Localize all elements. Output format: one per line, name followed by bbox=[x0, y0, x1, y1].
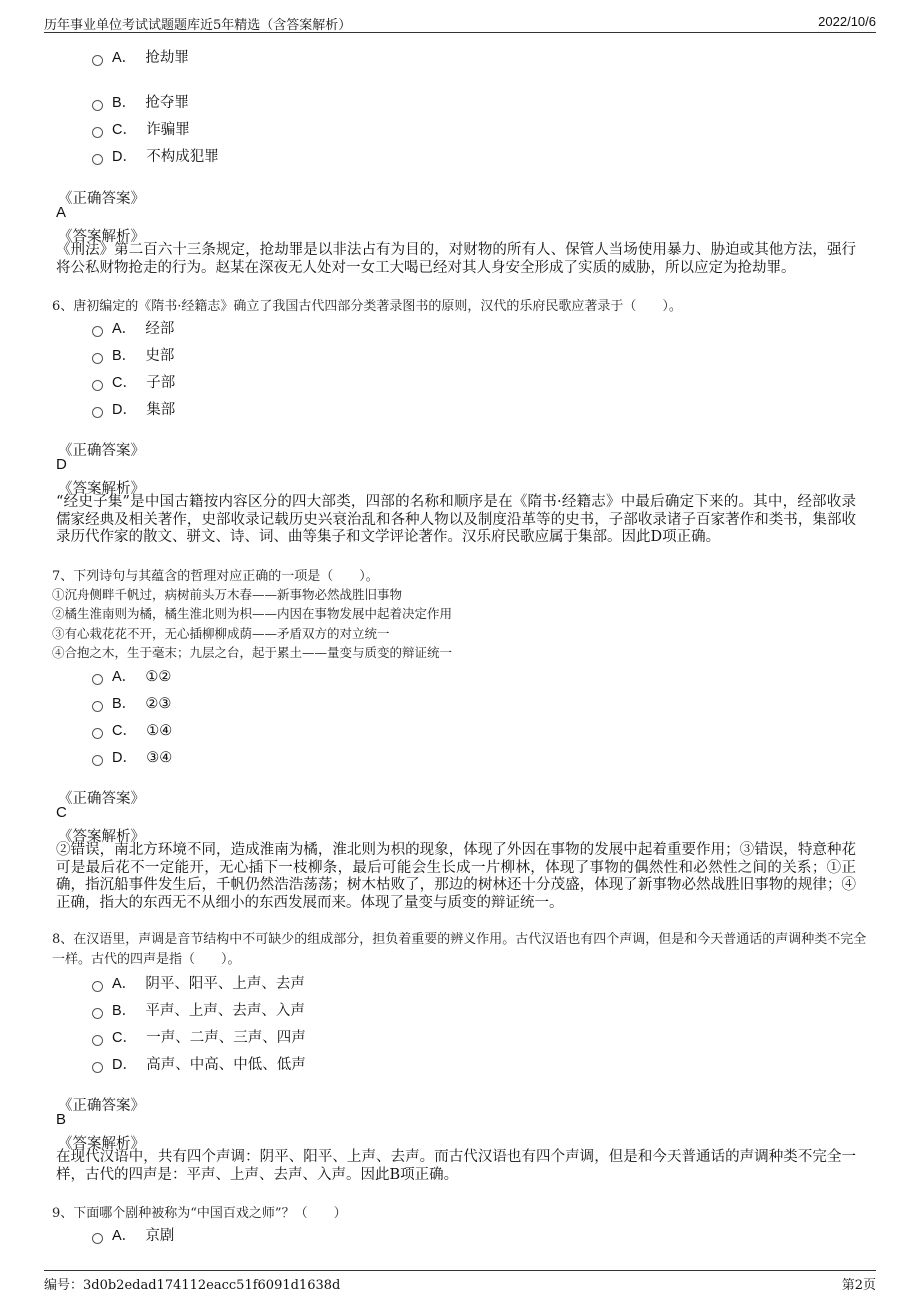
radio-icon[interactable] bbox=[92, 407, 103, 418]
q8-question: 8、在汉语里，声调是音节结构中不可缺少的组成部分，担负着重要的辨义作用。古代汉语也有四个声调，但是和今天普通话的声调种类不完全一样。古代的四声是指（ ）。 bbox=[52, 932, 867, 967]
q7-explanation-label: 《答案解析》 bbox=[58, 829, 145, 845]
document-title: 历年事业单位考试试题题库近5年精选（含答案解析） bbox=[44, 18, 352, 33]
q6-option-a[interactable]: A． 经部 bbox=[92, 317, 174, 338]
q6-explanation: “经史子集”是中国古籍按内容区分的四大部类，四部的名称和顺序是在《隋书·经籍志》中最后确定下来的。其中，经部收录儒家经典及相关著作，史部收录记载历史兴衰治乱和各种人物以及制度沿革等的史书，子部收录诸子百家著作和类书，集部收录历代作家的散文、骈文、诗、词、曲等集子和文学评论著作。汉乐府民歌应属于集部。因此D项正确。 bbox=[56, 494, 856, 545]
q6-answer-label: 《正确答案》 bbox=[58, 443, 145, 459]
radio-icon[interactable] bbox=[92, 981, 103, 992]
q6-explanation-label: 《答案解析》 bbox=[58, 481, 145, 497]
q5-answer-label: 《正确答案》 bbox=[58, 191, 145, 207]
q6-option-d[interactable]: D． 集部 bbox=[92, 398, 175, 419]
q5-answer: A bbox=[56, 204, 67, 221]
radio-icon[interactable] bbox=[92, 755, 103, 766]
q8-explanation-label: 《答案解析》 bbox=[58, 1136, 145, 1152]
radio-icon[interactable] bbox=[92, 353, 103, 364]
radio-icon[interactable] bbox=[92, 127, 103, 138]
q8-explanation: 在现代汉语中，共有四个声调：阴平、阳平、上声、去声。而古代汉语也有四个声调，但是和今天普通话的声调种类不完全一样，古代的四声是：平声、上声、去声、入声。因此B项正确。 bbox=[56, 1149, 856, 1183]
q7-answer: C bbox=[56, 804, 67, 821]
q5-explanation: 《刑法》第二百六十三条规定，抢劫罪是以非法占有为目的，对财物的所有人、保管人当场使用暴力、胁迫或其他方法，强行将公私财物抢走的行为。赵某在深夜无人处对一女工大喝已经对其人身安全形成了实质的威胁，所以应定为抢劫罪。 bbox=[56, 242, 856, 276]
radio-icon[interactable] bbox=[92, 100, 103, 111]
q7-option-d[interactable]: D． ③④ bbox=[92, 746, 172, 767]
q9-question: 9、下面哪个剧种被称为“中国百戏之师”？（ ） bbox=[52, 1206, 347, 1221]
q8-option-d[interactable]: D． 高声、中高、中低、低声 bbox=[92, 1053, 306, 1074]
radio-icon[interactable] bbox=[92, 154, 103, 165]
radio-icon[interactable] bbox=[92, 1062, 103, 1073]
q8-option-b[interactable]: B． 平声、上声、去声、入声 bbox=[92, 999, 305, 1020]
q7-statement: ③有心栽花花不开，无心插柳柳成荫——矛盾双方的对立统一 bbox=[52, 626, 390, 641]
document-date: 2022/10/6 bbox=[818, 14, 876, 29]
q5-option-b[interactable]: B． 抢夺罪 bbox=[92, 91, 189, 112]
q7-option-b[interactable]: B． ②③ bbox=[92, 692, 171, 713]
radio-icon[interactable] bbox=[92, 1035, 103, 1046]
q7-statement: ①沉舟侧畔千帆过，病树前头万木春——新事物必然战胜旧事物 bbox=[52, 587, 403, 602]
q5-explanation-label: 《答案解析》 bbox=[58, 229, 145, 245]
q7-answer-label: 《正确答案》 bbox=[58, 791, 145, 807]
q8-answer: B bbox=[56, 1111, 67, 1128]
q8-answer-label: 《正确答案》 bbox=[58, 1098, 145, 1114]
radio-icon[interactable] bbox=[92, 326, 103, 337]
page-footer bbox=[44, 1270, 876, 1291]
radio-icon[interactable] bbox=[92, 674, 103, 685]
q5-option-a[interactable]: A． 抢劫罪 bbox=[92, 46, 189, 67]
q5-option-c[interactable]: C． 诈骗罪 bbox=[92, 118, 190, 139]
page-header bbox=[44, 12, 876, 33]
q6-option-c[interactable]: C． 子部 bbox=[92, 371, 175, 392]
q7-option-a[interactable]: A． ①② bbox=[92, 665, 171, 686]
q8-option-a[interactable]: A． 阴平、阳平、上声、去声 bbox=[92, 972, 305, 993]
radio-icon[interactable] bbox=[92, 1008, 103, 1019]
radio-icon[interactable] bbox=[92, 701, 103, 712]
q8-option-c[interactable]: C． 一声、二声、三声、四声 bbox=[92, 1026, 306, 1047]
document-code: 编号：3d0b2edad174112eacc51f6091d1638d bbox=[44, 1278, 341, 1293]
q5-option-d[interactable]: D． 不构成犯罪 bbox=[92, 145, 219, 166]
q9-option-a[interactable]: A． 京剧 bbox=[92, 1224, 174, 1245]
q6-question: 6、唐初编定的《隋书·经籍志》确立了我国古代四部分类著录图书的原则，汉代的乐府民歌应著录于（ ）。 bbox=[52, 299, 682, 314]
q7-statement: ④合抱之木，生于毫末；九层之台，起于累土——量变与质变的辩证统一 bbox=[52, 645, 453, 660]
q7-question: 7、下列诗句与其蕴含的哲理对应正确的一项是（ ）。 bbox=[52, 569, 379, 584]
radio-icon[interactable] bbox=[92, 728, 103, 739]
q7-option-c[interactable]: C． ①④ bbox=[92, 719, 172, 740]
radio-icon[interactable] bbox=[92, 55, 103, 66]
q6-option-b[interactable]: B． 史部 bbox=[92, 344, 174, 365]
page-number: 第2页 bbox=[841, 1278, 876, 1293]
q7-explanation: ②错误，南北方环境不同，造成淮南为橘，淮北则为枳的现象，体现了外因在事物的发展中起着重要作用；③错误，特意种花可是最后花不一定能开，无心插下一枝柳条，最后可能会生长成一片柳林，体现了事物的偶然性和必然性之间的关系；①正确，指沉船事件发生后，千帆仍然浩浩荡荡；树木枯败了，那边的树林还十分茂盛，体现了新事物必然战胜旧事物的规律；④正确，指大的东西无不从细小的东西发展而来。体现了量变与质变的辩证统一。 bbox=[56, 842, 856, 911]
radio-icon[interactable] bbox=[92, 1233, 103, 1244]
q7-statement: ②橘生淮南则为橘，橘生淮北则为枳——内因在事物发展中起着决定作用 bbox=[52, 606, 453, 621]
q6-answer: D bbox=[56, 456, 67, 473]
radio-icon[interactable] bbox=[92, 380, 103, 391]
